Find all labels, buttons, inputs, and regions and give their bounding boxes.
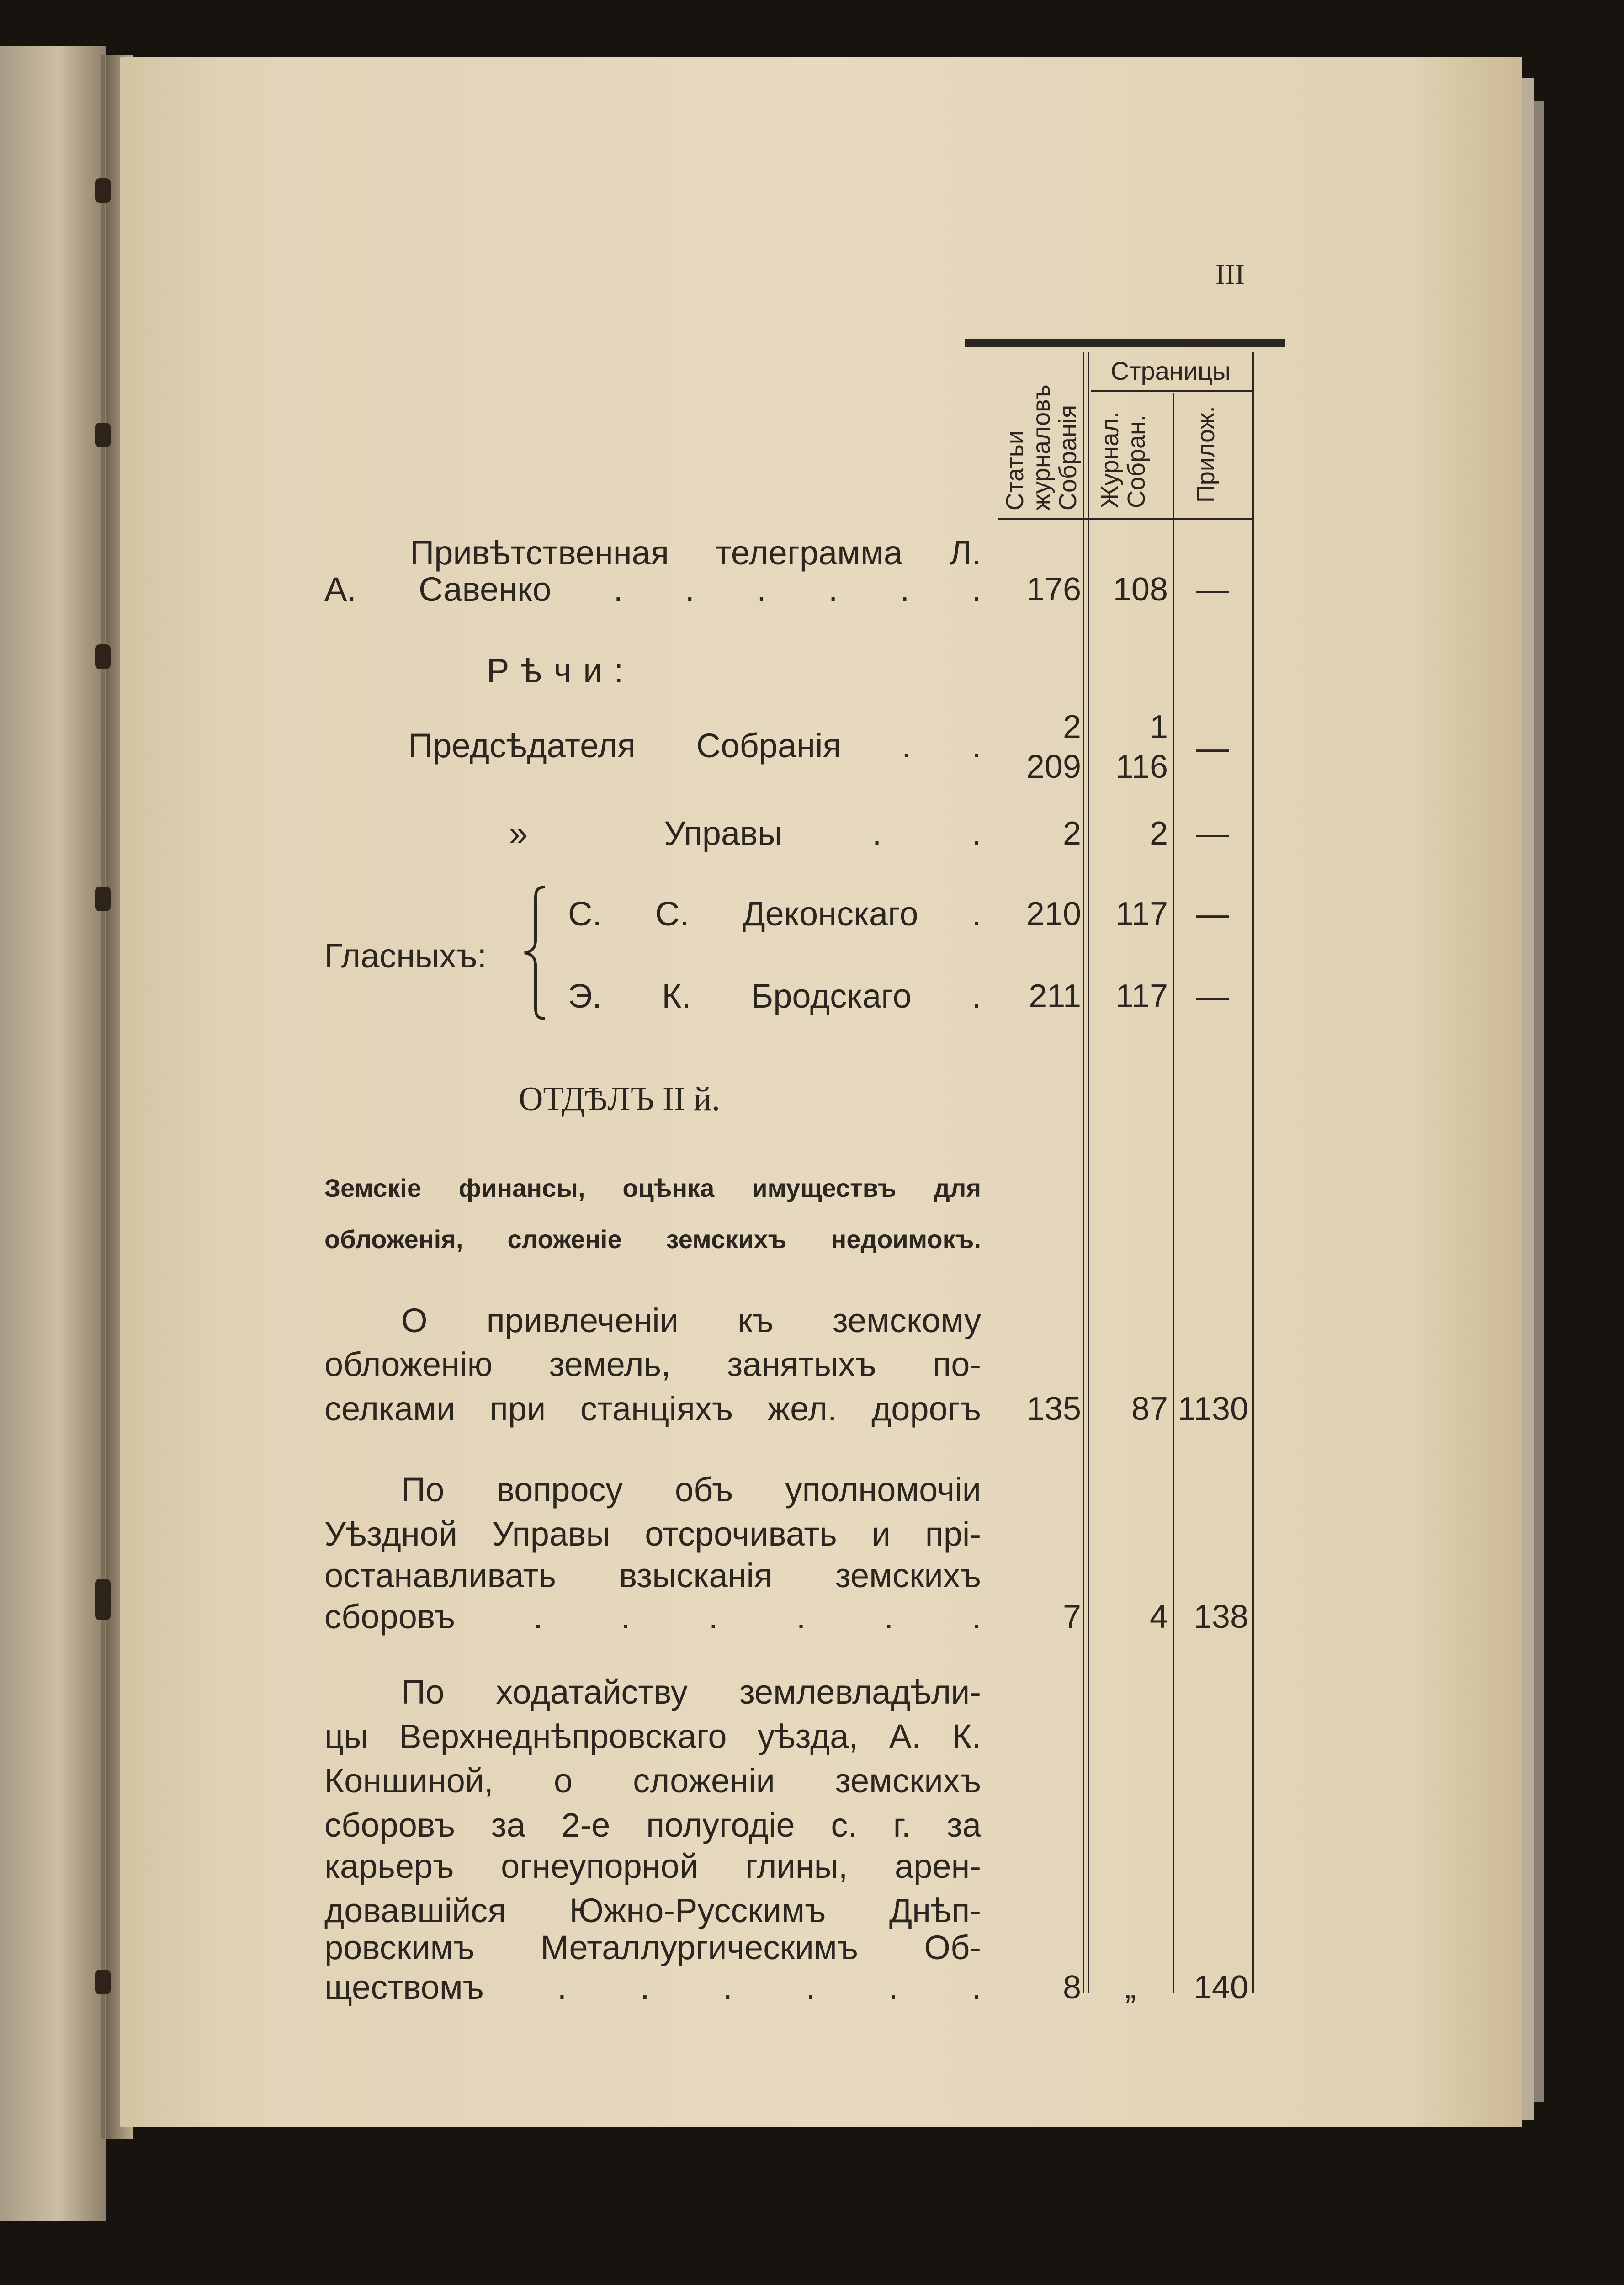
appendix-cell: 138: [1193, 1599, 1248, 1635]
articles-cell: 2: [1062, 709, 1081, 745]
binding-stitch: [95, 887, 111, 911]
page-stack-edge: [1534, 101, 1544, 2102]
section-heading: ОТДѢЛЪ II й.: [519, 1080, 720, 1118]
entry-line: Коншиной, о сложеніи земскихъ: [324, 1762, 981, 1800]
entry-line: сборовъ за 2-е полугодіе с. г. за: [324, 1806, 981, 1844]
brace-icon: [521, 884, 553, 1021]
entry-line: цы Верхнеднѣпровскаго уѣзда, А. К.: [324, 1717, 981, 1755]
entry-line: карьеръ огнеупорной глины, арен-: [324, 1847, 981, 1885]
entry-line: обложенію земель, занятыхъ по-: [324, 1345, 981, 1383]
binding-stitch: [95, 178, 111, 203]
entry-line: По ходатайству землевладѣли-: [401, 1673, 981, 1711]
entry-line: ровскимъ Металлургическимъ Об-: [324, 1929, 981, 1966]
councillor-name: Э. К. Бродскаго .: [568, 977, 981, 1015]
greeting-line: Привѣтственная телеграмма Л.: [410, 534, 981, 572]
column-rule: [1173, 393, 1174, 1993]
binding-stitch: [95, 1579, 111, 1620]
entry-line: сборовъ . . . . . .: [324, 1598, 981, 1636]
binding-stitch: [95, 1970, 111, 1994]
binding-stitch: [95, 423, 111, 447]
page-number: III: [1215, 258, 1245, 290]
journal-cell: 4: [1149, 1599, 1168, 1635]
journal-cell: 117: [1115, 978, 1168, 1015]
articles-cell: 2: [1062, 815, 1081, 852]
pages-header-rule: [1091, 390, 1252, 392]
articles-column-header: Статьи журналовъ Собранія: [1001, 384, 1082, 510]
articles-cell: 176: [1026, 571, 1081, 608]
ditto-mark: »: [509, 814, 528, 852]
greeting-line: А. Савенко . . . . . .: [324, 570, 981, 608]
entry-line: останавливать взысканія земскихъ: [324, 1557, 981, 1594]
chairman-label: Предсѣдателя Собранія . .: [409, 727, 981, 765]
pages-column-header: Страницы: [1110, 356, 1231, 385]
header-bottom-rule: [998, 518, 1254, 520]
journal-cell: 87: [1131, 1391, 1168, 1427]
journal-cell: 108: [1113, 571, 1168, 608]
speeches-label: Рѣчи:: [487, 652, 636, 690]
board-label: Управы . .: [664, 814, 981, 852]
journal-cell: 116: [1115, 749, 1168, 785]
articles-cell: 7: [1062, 1599, 1081, 1635]
section-subheading: Земскіе финансы, оцѣнка имуществъ для: [324, 1174, 981, 1202]
appendix-cell: —: [1196, 978, 1229, 1015]
articles-cell: 8: [1062, 1969, 1081, 2006]
journal-column-header: Журнал. Собран.: [1096, 411, 1150, 508]
column-rule: [1083, 352, 1084, 1993]
appendix-cell: —: [1196, 571, 1229, 608]
councillors-label: Гласныхъ:: [324, 937, 487, 975]
binding-thread: [101, 55, 105, 2139]
previous-page-edge: [0, 46, 106, 2221]
articles-cell: 135: [1026, 1391, 1081, 1427]
appendix-cell: —: [1196, 815, 1229, 852]
appendix-column-header: Прилож.: [1192, 406, 1220, 503]
entry-line: По вопросу объ уполномочіи: [401, 1471, 981, 1509]
column-rule: [1252, 352, 1254, 1993]
column-rule: [1088, 352, 1089, 1993]
appendix-cell: 140: [1193, 1969, 1248, 2006]
articles-cell: 211: [1029, 978, 1081, 1015]
section-subheading: обложенія, сложеніе земскихъ недоимокъ.: [324, 1225, 981, 1254]
journal-cell: „: [1125, 1969, 1136, 2006]
entry-line: довавшійся Южно-Русскимъ Днѣп-: [324, 1892, 981, 1929]
journal-cell: 117: [1115, 896, 1168, 932]
entry-line: селками при станціяхъ жел. дорогъ: [324, 1390, 981, 1428]
page-stack-edge: [1522, 78, 1534, 2120]
journal-cell: 2: [1149, 815, 1168, 852]
entry-line: Уѣздной Управы отсрочивать и прі-: [324, 1515, 981, 1553]
appendix-cell: —: [1196, 896, 1229, 932]
appendix-cell: 1130: [1178, 1391, 1248, 1427]
binding-stitch: [95, 644, 111, 669]
articles-cell: 210: [1026, 896, 1081, 932]
entry-line: О привлеченіи къ земскому: [401, 1302, 981, 1339]
appendix-cell: —: [1196, 730, 1229, 766]
journal-cell: 1: [1149, 709, 1168, 745]
councillor-name: С. С. Деконскаго .: [568, 895, 981, 933]
entry-line: ществомъ . . . . . .: [324, 1968, 981, 2006]
table-top-rule: [965, 339, 1285, 347]
articles-cell: 209: [1026, 749, 1081, 785]
